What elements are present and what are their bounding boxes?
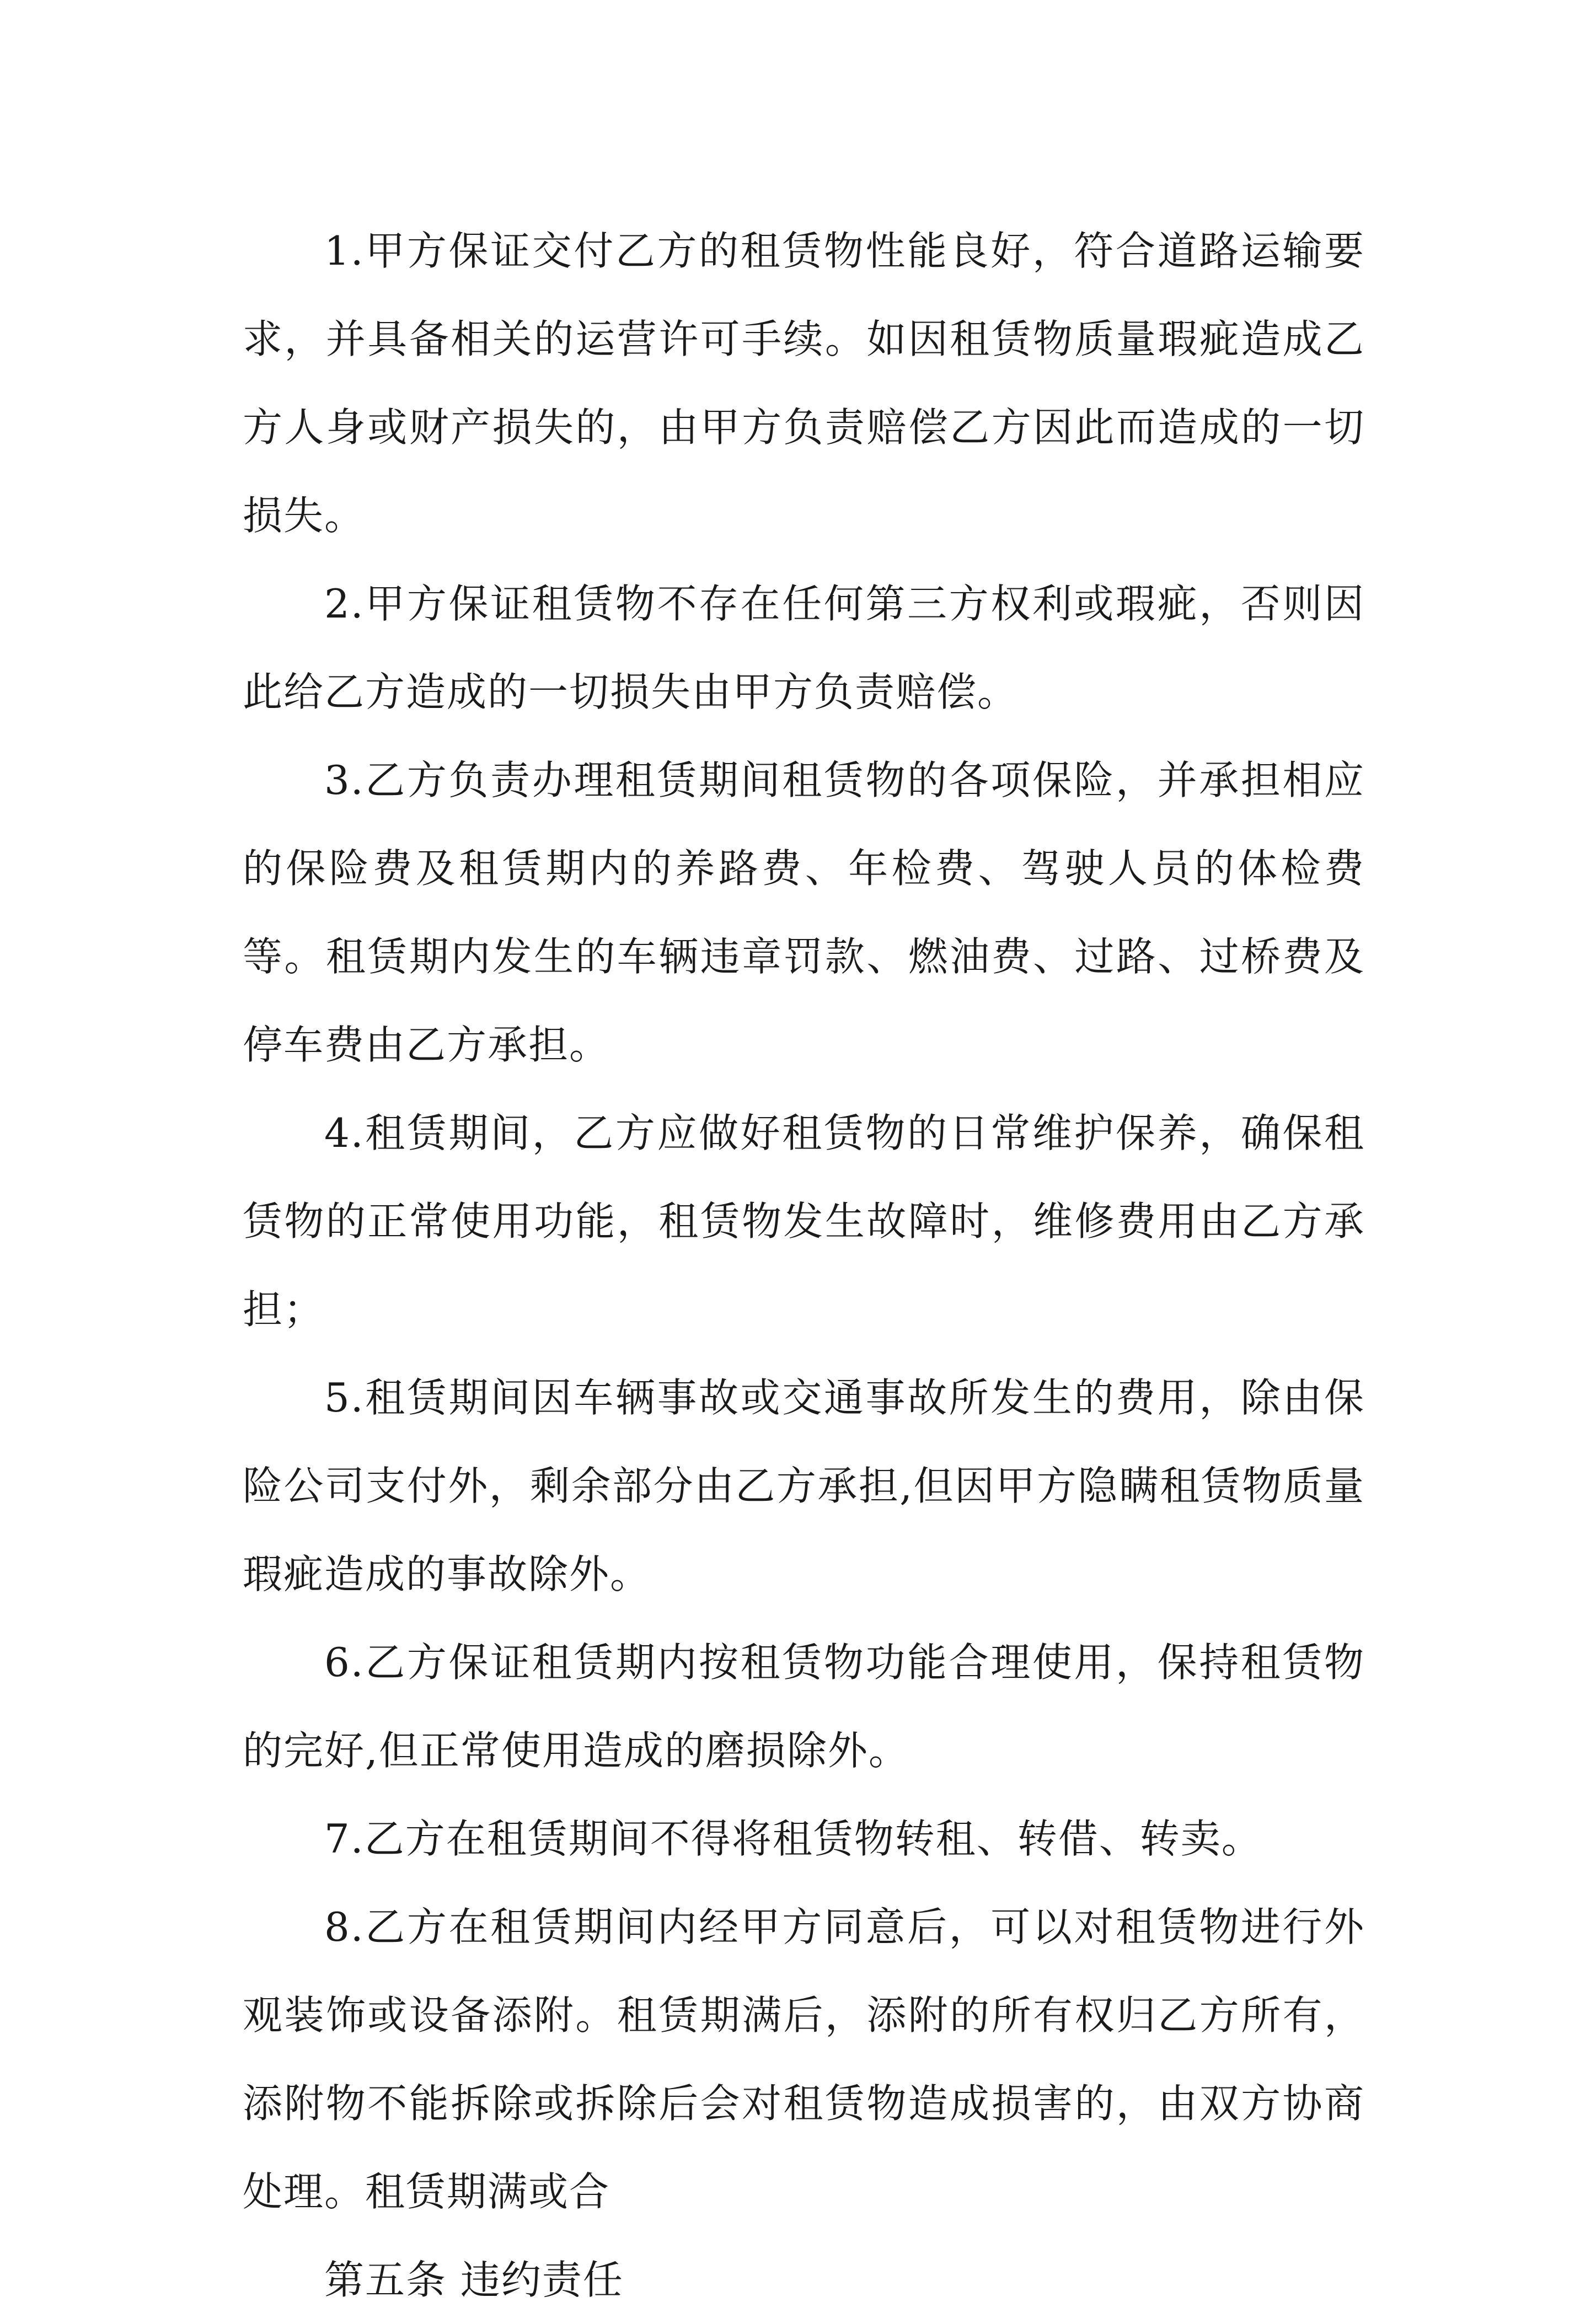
clause-7: 7.乙方在租赁期间不得将租赁物转租、转借、转卖。 xyxy=(324,1816,1262,1862)
document-body xyxy=(243,207,1365,2324)
section-heading: 第五条 违约责任 xyxy=(324,2257,624,2303)
clause-6: 6.乙方保证租赁期内按租赁物功能合理使用，保持租赁物的完好,但正常使用造成的磨损除外。 xyxy=(243,1639,1365,1774)
clause-1: 1.甲方保证交付乙方的租赁物性能良好，符合道路运输要求，并具备相关的运营许可手续。如因租赁物质量瑕疵造成乙方人身或财产损失的，由甲方负责赔偿乙方因此而造成的一切损失。 xyxy=(243,228,1365,539)
clause-5: 5.租赁期间因车辆事故或交通事故所发生的费用，除由保险公司支付外，剩余部分由乙方承担,但因甲方隐瞒租赁物质量瑕疵造成的事故除外。 xyxy=(243,1375,1365,1597)
clause-2: 2.甲方保证租赁物不存在任何第三方权利或瑕疵，否则因此给乙方造成的一切损失由甲方负责赔偿。 xyxy=(243,581,1365,715)
clause-4: 4.租赁期间，乙方应做好租赁物的日常维护保养，确保租赁物的正常使用功能，租赁物发生故障时，维修费用由乙方承担； xyxy=(243,1110,1365,1333)
clause-8: 8.乙方在租赁期间内经甲方同意后，可以对租赁物进行外观装饰或设备添附。租赁期满后，添附的所有权归乙方所有，添附物不能拆除或拆除后会对租赁物造成损害的，由双方协商处理。租赁期满或合 xyxy=(243,1904,1365,2215)
clause-3: 3.乙方负责办理租赁期间租赁物的各项保险，并承担相应的保险费及租赁期内的养路费、年检费、驾驶人员的体检费等。租赁期内发生的车辆违章罚款、燃油费、过路、过桥费及停车费由乙方承担。 xyxy=(243,757,1365,1068)
